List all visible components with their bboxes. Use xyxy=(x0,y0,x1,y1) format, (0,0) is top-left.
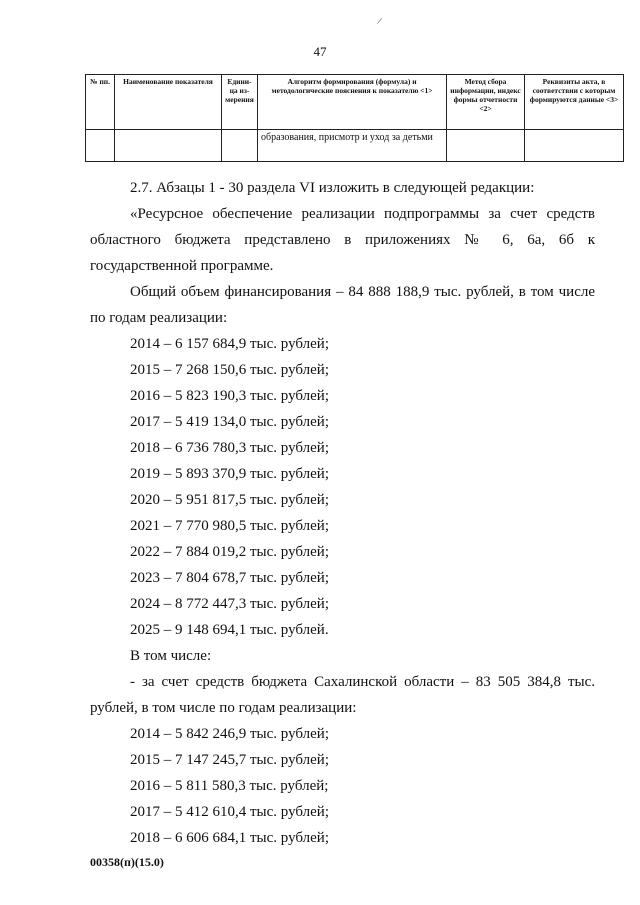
list-item: 2014 – 5 842 246,9 тыс. рублей; xyxy=(130,726,329,742)
table-cell xyxy=(447,130,525,162)
table-row xyxy=(86,130,624,162)
table-cell xyxy=(115,130,222,162)
header-cell-method: Метод сбора информации, индекс формы отчетности <2> xyxy=(447,75,525,130)
list-item: 2015 – 7 147 245,7 тыс. рублей; xyxy=(130,752,329,768)
total-funding-paragraph: Общий объем финансирования – 84 888 188,9 тыс. рублей, в том числе по годам реализации: xyxy=(90,284,595,326)
header-cell-requisites: Реквизиты акта, в соответствии с которым формируются данные <3> xyxy=(525,75,624,130)
document-code: 00358(п)(15.0) xyxy=(90,855,164,869)
table-cell xyxy=(222,130,258,162)
header-cell-indicator: Наименование показателя xyxy=(115,75,222,130)
list-item: 2025 – 9 148 694,1 тыс. рублей. xyxy=(130,622,329,638)
header-cell-algorithm: Алгоритм формирования (формула) и методологические пояснения к показателю <1> xyxy=(258,75,447,130)
indicator-table xyxy=(85,74,624,162)
page-number: 47 xyxy=(313,44,327,59)
including-label: В том числе: xyxy=(130,648,212,664)
resources-paragraph: «Ресурсное обеспечение реализации подпрограммы за счет средств областного бюджета представлено в приложениях № 6, 6а, 6б к государственной программе. xyxy=(90,206,595,274)
table-cell: образования, присмотр и уход за детьми xyxy=(258,130,447,162)
list-item: 2020 – 5 951 817,5 тыс. рублей; xyxy=(130,492,329,508)
header-cell-unit: Единица измерения xyxy=(222,75,258,130)
list-item: 2017 – 5 419 134,0 тыс. рублей; xyxy=(130,414,329,430)
header-cell-number: № пп. xyxy=(86,75,115,130)
section-intro: 2.7. Абзацы 1 - 30 раздела VI изложить в следующей редакции: xyxy=(130,180,535,196)
list-item: 2022 – 7 884 019,2 тыс. рублей; xyxy=(130,544,329,560)
list-item: 2016 – 5 823 190,3 тыс. рублей; xyxy=(130,388,329,404)
list-item: 2016 – 5 811 580,3 тыс. рублей; xyxy=(130,778,329,794)
list-item: 2017 – 5 412 610,4 тыс. рублей; xyxy=(130,804,329,820)
corner-mark: / xyxy=(376,15,383,28)
list-item: 2019 – 5 893 370,9 тыс. рублей; xyxy=(130,466,329,482)
sakhalin-budget-paragraph: - за счет средств бюджета Сахалинской области – 83 505 384,8 тыс. рублей, в том числе по годам реализации: xyxy=(90,674,595,716)
list-item: 2024 – 8 772 447,3 тыс. рублей; xyxy=(130,596,329,612)
list-item: 2023 – 7 804 678,7 тыс. рублей; xyxy=(130,570,329,586)
total-by-year-list xyxy=(90,331,595,643)
table-cell xyxy=(525,130,624,162)
list-item: 2018 – 6 736 780,3 тыс. рублей; xyxy=(130,440,329,456)
sakhalin-by-year-list xyxy=(90,721,595,851)
list-item: 2021 – 7 770 980,5 тыс. рублей; xyxy=(130,518,329,534)
list-item: 2014 – 6 157 684,9 тыс. рублей; xyxy=(130,336,329,352)
list-item: 2018 – 6 606 684,1 тыс. рублей; xyxy=(130,830,329,846)
table-header-row xyxy=(86,75,624,130)
list-item: 2015 – 7 268 150,6 тыс. рублей; xyxy=(130,362,329,378)
table-cell xyxy=(86,130,115,162)
document-body xyxy=(90,175,595,851)
